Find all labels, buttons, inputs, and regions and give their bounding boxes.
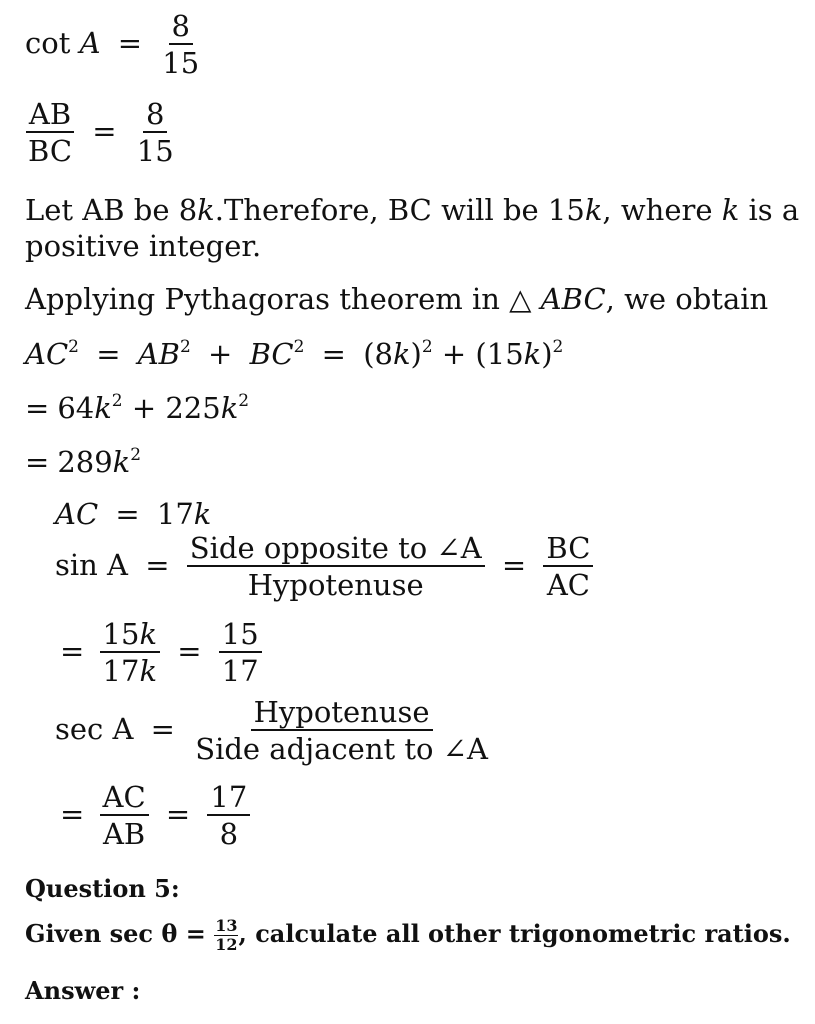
eq4-lhs: AC [55, 497, 99, 531]
sum-equation: = $289k^2$ [25, 445, 142, 479]
sec2-d1: AB [102, 817, 146, 851]
eq1-ac: AC [25, 337, 69, 371]
sin-num2: BC [543, 534, 593, 567]
eq1-k1: k [392, 337, 411, 371]
expansion-equation: = $64k^2 + 225k^2$ [25, 391, 250, 425]
sin-value-fraction-1 [100, 617, 160, 688]
sin2-n2: 15 [219, 620, 262, 653]
cot-fraction [159, 9, 202, 80]
ratio-equation: $\frac{AB}{BC}$ = $\frac{8}{15}$ [25, 100, 177, 166]
question-given: Given sec θ = [25, 919, 215, 948]
sin2-d2: 17 [221, 654, 259, 688]
sin-num: Side opposite to ∠A [187, 534, 485, 567]
sec-lhs: sec A [55, 712, 134, 746]
sec-fraction [192, 695, 491, 766]
sec2-n2: 17 [207, 783, 250, 816]
eq1-t2: ) [410, 337, 422, 371]
let-k1: k [197, 193, 215, 227]
sec-value-fraction-2 [207, 780, 250, 851]
eq3-k1: k [112, 445, 131, 479]
eq1-ab: AB [137, 337, 180, 371]
applying-p2: , we obtain [605, 282, 769, 316]
applying-p1: Applying Pythagoras theorem in △ [25, 282, 541, 316]
eq4-k1: k [193, 497, 212, 531]
eq1-bc: BC [249, 337, 294, 371]
sec-value-equation: = $\frac{AC}{AB}$ = $\frac{17}{8}$ [60, 783, 250, 849]
cot-den: 15 [162, 46, 200, 80]
eq2-t1: 64 [57, 391, 95, 425]
question-den: 12 [215, 935, 238, 954]
sin2-n1a: 15 [102, 617, 140, 651]
ratio-fraction-2 [134, 97, 177, 168]
sec-equation: sec A = Hypotenuse Side adjacent to ∠A [55, 698, 491, 764]
let-p2: .Therefore, BC will be 15 [214, 193, 585, 227]
eq1-k2: k [523, 337, 542, 371]
let-p3: , where [602, 193, 722, 227]
sec-num: Hypotenuse [251, 698, 433, 731]
question-num: 13 [215, 916, 238, 935]
sin-value-equation: = $\frac{15k}{17k}$ = $\frac{15}{17}$ [60, 620, 262, 686]
question-rest: , calculate all other trigonometric ratios. [238, 919, 791, 948]
sec-value-fraction-1 [100, 780, 149, 851]
eq1-t3: + (15 [432, 337, 524, 371]
eq1-t1: (8 [363, 337, 393, 371]
applying-text [25, 282, 769, 316]
eq3-t1: 289 [57, 445, 113, 479]
let-text-line1 [25, 193, 800, 227]
sin-lhs: sin A [55, 548, 128, 582]
cot-fn: cot [25, 26, 71, 60]
question-label: Question 5: [25, 874, 180, 903]
let-p4: is a [739, 193, 800, 227]
sin2-n1k: k [139, 617, 158, 651]
pythagoras-equation: $AC^2 = AB^2 + BC^2 = (8k)^2 + (15k)^2$ [25, 337, 564, 371]
eq2-k2: k [220, 391, 239, 425]
let-text-line2: positive integer. [25, 229, 262, 263]
ratio-num2: 8 [143, 100, 167, 133]
sin-den: Hypotenuse [247, 568, 424, 602]
ratio-num1: AB [26, 100, 74, 133]
ac-equation: AC = 17k [55, 497, 212, 531]
sin2-d1k: k [139, 654, 158, 688]
sec2-n1: AC [100, 783, 149, 816]
sec-den: Side adjacent to ∠A [195, 732, 488, 766]
sec2-d2: 8 [219, 817, 239, 851]
eq4-t1: 17 [156, 497, 194, 531]
eq2-t2: + 225 [122, 391, 221, 425]
eq1-t4: ) [541, 337, 553, 371]
answer-label: Answer : [25, 976, 141, 1005]
let-k2: k [584, 193, 603, 227]
sin-equation: sin A = Side opposite to ∠A Hypotenuse = $\frac{BC}{AC}$ [55, 534, 593, 600]
ratio-den1: BC [28, 134, 73, 168]
let-k3: k [721, 193, 740, 227]
let-p1: Let AB be 8 [25, 193, 198, 227]
question-fraction [214, 918, 238, 953]
applying-abc: ABC [540, 282, 606, 316]
sin-den2: AC [546, 568, 590, 602]
eq2-k1: k [94, 391, 112, 425]
sin-fraction-2 [543, 531, 593, 602]
sin2-d1a: 17 [102, 654, 140, 688]
question-text [25, 918, 791, 953]
cot-num: 8 [169, 12, 193, 45]
ratio-fraction-1 [25, 97, 75, 168]
cot-var: A [79, 26, 101, 60]
cot-equation: cot A = $\frac{8}{15}$ [25, 12, 202, 78]
ratio-den2: 15 [136, 134, 174, 168]
sin-value-fraction-2 [219, 617, 262, 688]
sin-fraction-1 [187, 531, 485, 602]
